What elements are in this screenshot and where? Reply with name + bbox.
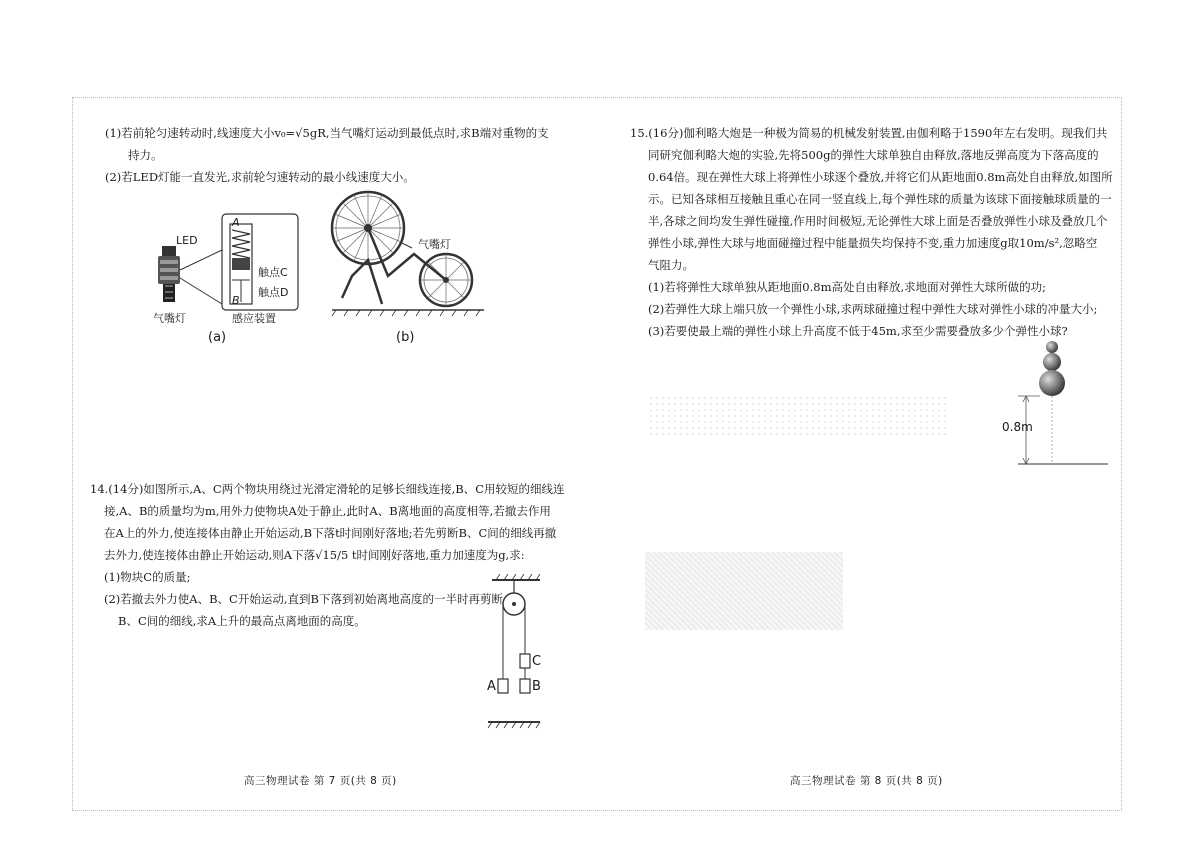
led-label: LED — [176, 234, 198, 247]
q13-part2: (2)若LED灯能一直发光,求前轮匀速转动的最小线速度大小。 — [105, 170, 415, 184]
q15-line6: 弹性小球,弹性大球与地面碰撞过程中能量损失均保持不变,重力加速度g取10m/s²,忽略空 — [648, 236, 1098, 250]
scan-noise-area — [648, 395, 948, 435]
left-page-top-text — [105, 122, 575, 188]
figure-b-caption: (b) — [396, 330, 415, 345]
q15-line3: 0.64倍。现在弹性大球上将弹性小球逐个叠放,并将它们从距地面0.8m高处自由释放,如图所 — [648, 170, 1113, 184]
q14-part2-line2: B、C间的细线,求A上升的最高点离地面的高度。 — [118, 614, 366, 628]
q14-line3: 在A上的外力,使连接体由静止开始运动,B下落t时间刚好落地;若先剪断B、C间的细线再撤 — [104, 526, 557, 540]
block-a-label: A — [487, 679, 496, 694]
scan-noise-block — [645, 552, 843, 630]
contact-d-label: 触点D — [258, 286, 289, 299]
q15-line5: 半,各球之间均发生弹性碰撞,作用时间极短,无论弹性大球上面是否叠放弹性小球及叠放几个 — [648, 214, 1108, 228]
q15-line2: 同研究伽利略大炮的实验,先将500g的弹性大球单独自由释放,落地反弹高度为下落高度的 — [648, 148, 1099, 162]
q15-part3: (3)若要使最上端的弹性小球上升高度不低于45m,求至少需要叠放多少个弹性小球? — [648, 324, 1068, 338]
contact-c-label: 触点C — [258, 266, 288, 279]
q14-line1: 14.(14分)如图所示,A、C两个物块用绕过光滑定滑轮的足够长细线连接,B、C用较短的细线连 — [90, 482, 565, 496]
height-label: 0.8m — [1002, 420, 1033, 434]
q15-part1: (1)若将弹性大球单独从距地面0.8m高处自由释放,求地面对弹性大球所做的功; — [648, 280, 1047, 294]
point-a-label: A — [232, 216, 240, 229]
point-b-label: B — [232, 294, 240, 307]
q15-line1: 15.(16分)伽利略大炮是一种极为简易的机械发射装置,由伽利略于1590年左右发明。现我们共 — [630, 126, 1108, 140]
device-label: 感应装置 — [232, 312, 276, 325]
figure-b-bicycle — [328, 180, 488, 325]
q15-line4: 示。已知各球相互接触且重心在同一竖直线上,每个弹性球的质量为该球下面接触球质量的一 — [648, 192, 1112, 206]
q15-part2: (2)若弹性大球上端只放一个弹性小球,求两球碰撞过程中弹性大球对弹性小球的冲量大小; — [648, 302, 1098, 316]
pulley-figure — [484, 572, 544, 730]
q14-part1: (1)物块C的质量; — [104, 570, 191, 584]
q13-part1-line2: 持力。 — [128, 148, 163, 162]
q15-line7: 气阻力。 — [648, 258, 694, 272]
question-15 — [630, 122, 1113, 342]
q14-line2: 接,A、B的质量均为m,用外力使物块A处于静止,此时A、B离地面的高度相等,若撤去作用 — [104, 504, 551, 518]
block-c-label: C — [532, 654, 542, 669]
q14-part2-line1: (2)若撤去外力使A、B、C开始运动,直到B下落到初始离地高度的一半时再剪断 — [104, 592, 503, 606]
bicycle-lamp-label: 气嘴灯 — [418, 238, 451, 251]
left-page-footer: 高三物理试卷 第 7 页(共 8 页) — [244, 775, 397, 787]
figure-a-caption: (a) — [208, 330, 227, 345]
q14-line4: 去外力,使连接体由静止开始运动,则A下落√15/5 t时间刚好落地,重力加速度为g,求: — [104, 548, 525, 562]
lamp-label: 气嘴灯 — [153, 312, 186, 325]
stacked-balls-figure — [1010, 338, 1110, 470]
block-b-label: B — [532, 679, 541, 694]
q13-part1-line1: (1)若前轮匀速转动时,线速度大小v₀=√5gR,当气嘴灯运动到最低点时,求B端对重物的支 — [105, 126, 549, 140]
right-page-footer: 高三物理试卷 第 8 页(共 8 页) — [790, 775, 943, 787]
